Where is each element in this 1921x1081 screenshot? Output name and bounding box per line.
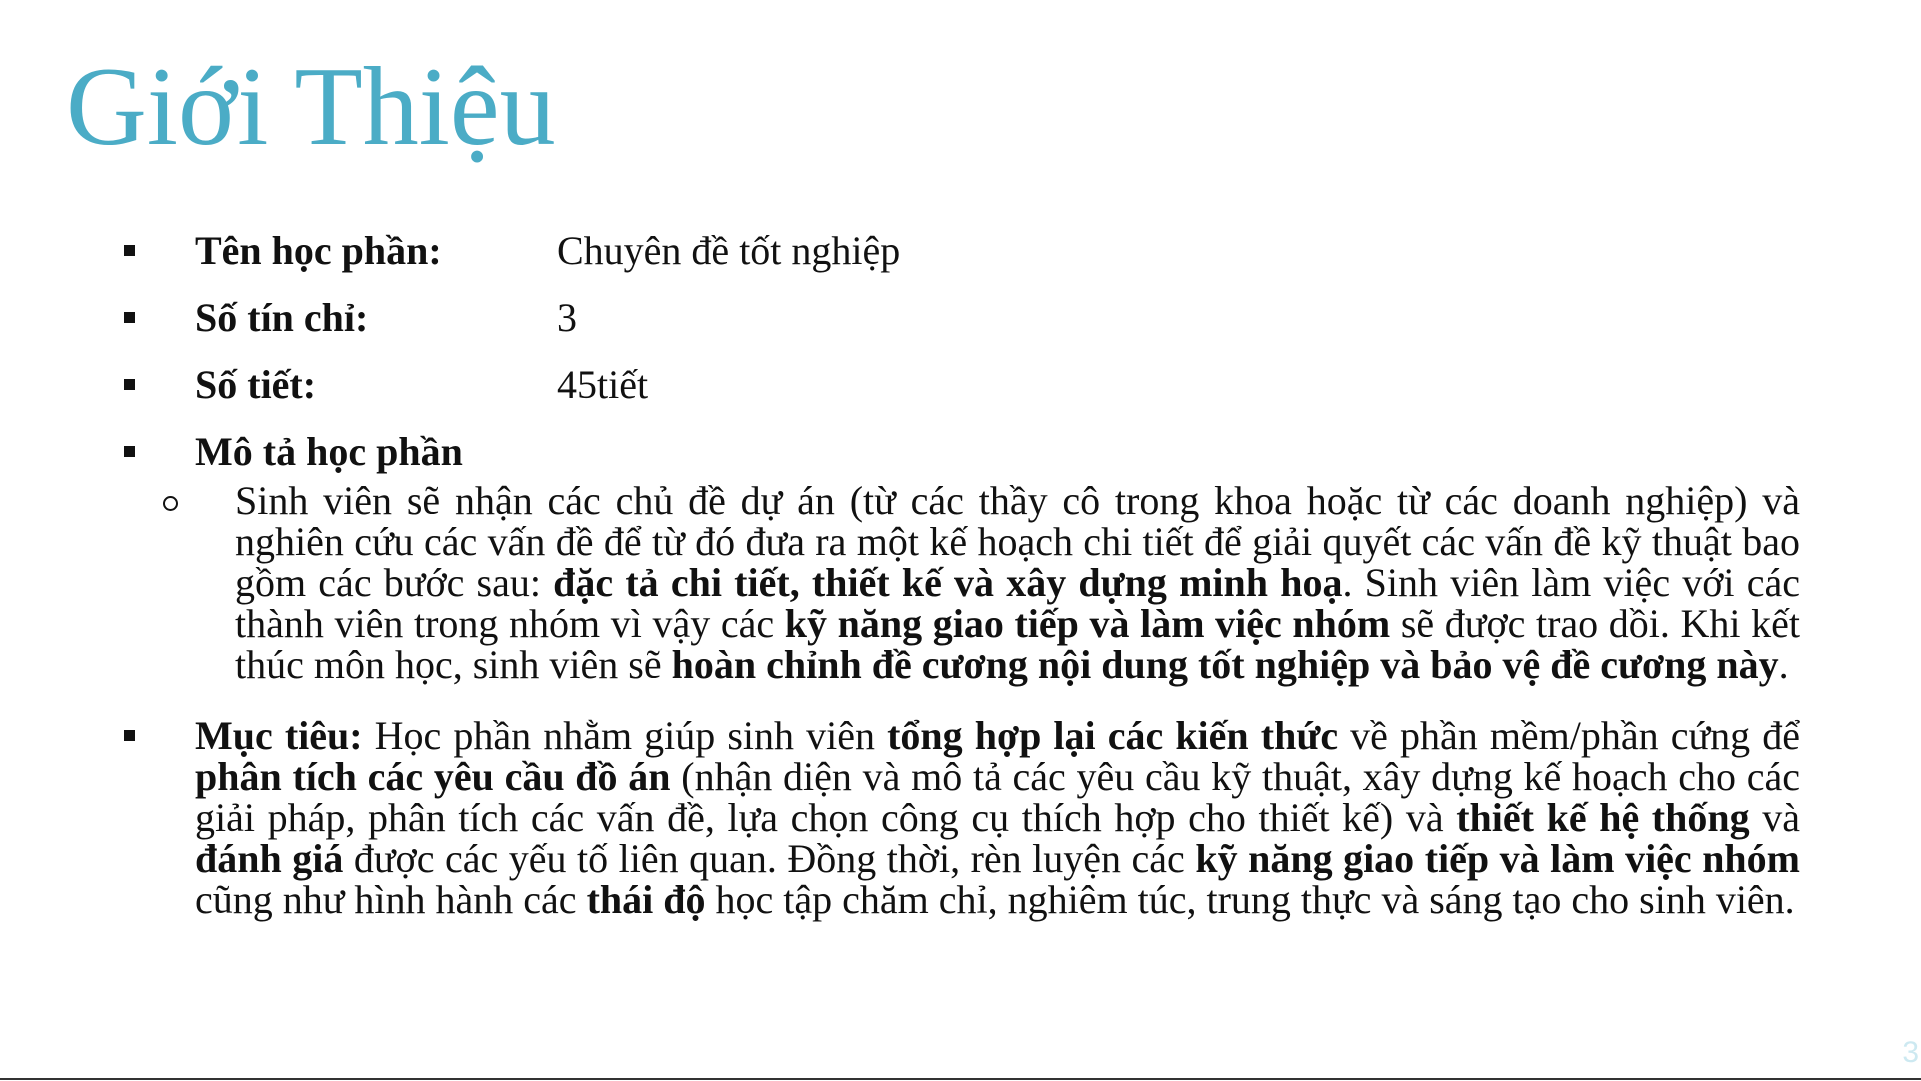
description-text — [235, 478, 1800, 687]
objective-item — [124, 715, 1800, 920]
circle-bullet-icon — [163, 496, 178, 511]
text-segment: (nhận diện và mô tả các yêu cầu kỹ thuật, xây dựng kế hoạch cho các giải pháp, phân tích các vấn đề, lựa chọn công cụ thích hợp cho thiết kế) và — [195, 754, 1801, 840]
square-bullet-icon — [124, 446, 135, 457]
text-segment: học tập chăm chỉ, nghiêm túc, trung thực và sáng tạo cho sinh viên. — [705, 877, 1795, 922]
square-bullet-icon — [124, 245, 135, 256]
description-item — [124, 480, 1800, 685]
text-segment: được các yếu tố liên quan. Đồng thời, rèn luyện các — [343, 836, 1196, 881]
bold-text-segment: đánh giá — [195, 836, 344, 881]
bold-text-segment: đặc tả chi tiết, thiết kế và xây dựng minh hoạ — [553, 560, 1343, 605]
text-segment: sẽ được trao dồi. Khi kết thúc môn học, sinh viên sẽ — [235, 601, 1800, 687]
bold-text-segment: Mục tiêu: — [195, 713, 363, 758]
bold-text-segment: thiết kế hệ thống — [1456, 795, 1750, 840]
text-segment: Học phần nhằm giúp sinh viên — [362, 713, 888, 758]
slide-title: Giới Thiệu — [66, 45, 556, 169]
bold-text-segment: thái độ — [586, 877, 706, 922]
field-course-name — [124, 230, 1800, 271]
bold-text-segment: tổng hợp lại các kiến thức — [887, 713, 1339, 758]
field-credits — [124, 297, 1800, 338]
bold-text-segment: kỹ năng giao tiếp và làm việc nhóm — [784, 601, 1391, 646]
objective-text — [195, 713, 1800, 922]
square-bullet-icon — [124, 730, 135, 741]
square-bullet-icon — [124, 379, 135, 390]
description-heading-text: Mô tả học phần — [195, 429, 463, 474]
bold-text-segment: hoàn chỉnh đề cương nội dung tốt nghiệp và bảo vệ đề cương này — [671, 642, 1779, 687]
field-periods — [124, 364, 1800, 405]
square-bullet-icon — [124, 312, 135, 323]
text-segment: . Sinh viên làm việc với các thành viên trong nhóm vì vậy các — [235, 560, 1800, 646]
page-number: 3 — [1902, 1036, 1919, 1069]
text-segment: . — [1778, 642, 1789, 687]
text-segment: Sinh viên sẽ nhận các chủ đề dự án (từ các thầy cô trong khoa hoặc từ các doanh nghiệp) và nghiên cứu các vấn đề để từ đó đưa ra một kế hoạch chi tiết để giải quyết các vấn đề kỹ thuật bao gồm các bước sau: — [235, 478, 1800, 605]
field-label: Số tín chỉ: — [195, 295, 369, 340]
field-value: 45tiết — [557, 362, 649, 407]
text-segment: cũng như hình hành các — [195, 877, 587, 922]
bold-text-segment: kỹ năng giao tiếp và làm việc nhóm — [1195, 836, 1801, 881]
field-label: Số tiết: — [195, 362, 317, 407]
description-heading — [124, 431, 1800, 472]
field-value: 3 — [557, 295, 577, 340]
slide-content — [124, 230, 1800, 920]
text-segment: về phần mềm/phần cứng để — [1338, 713, 1801, 758]
field-value: Chuyên đề tốt nghiệp — [557, 228, 901, 273]
bottom-divider — [0, 1078, 1921, 1080]
bold-text-segment: phân tích các yêu cầu đồ án — [195, 754, 671, 799]
text-segment: và — [1749, 795, 1800, 840]
field-label: Tên học phần: — [195, 228, 442, 273]
